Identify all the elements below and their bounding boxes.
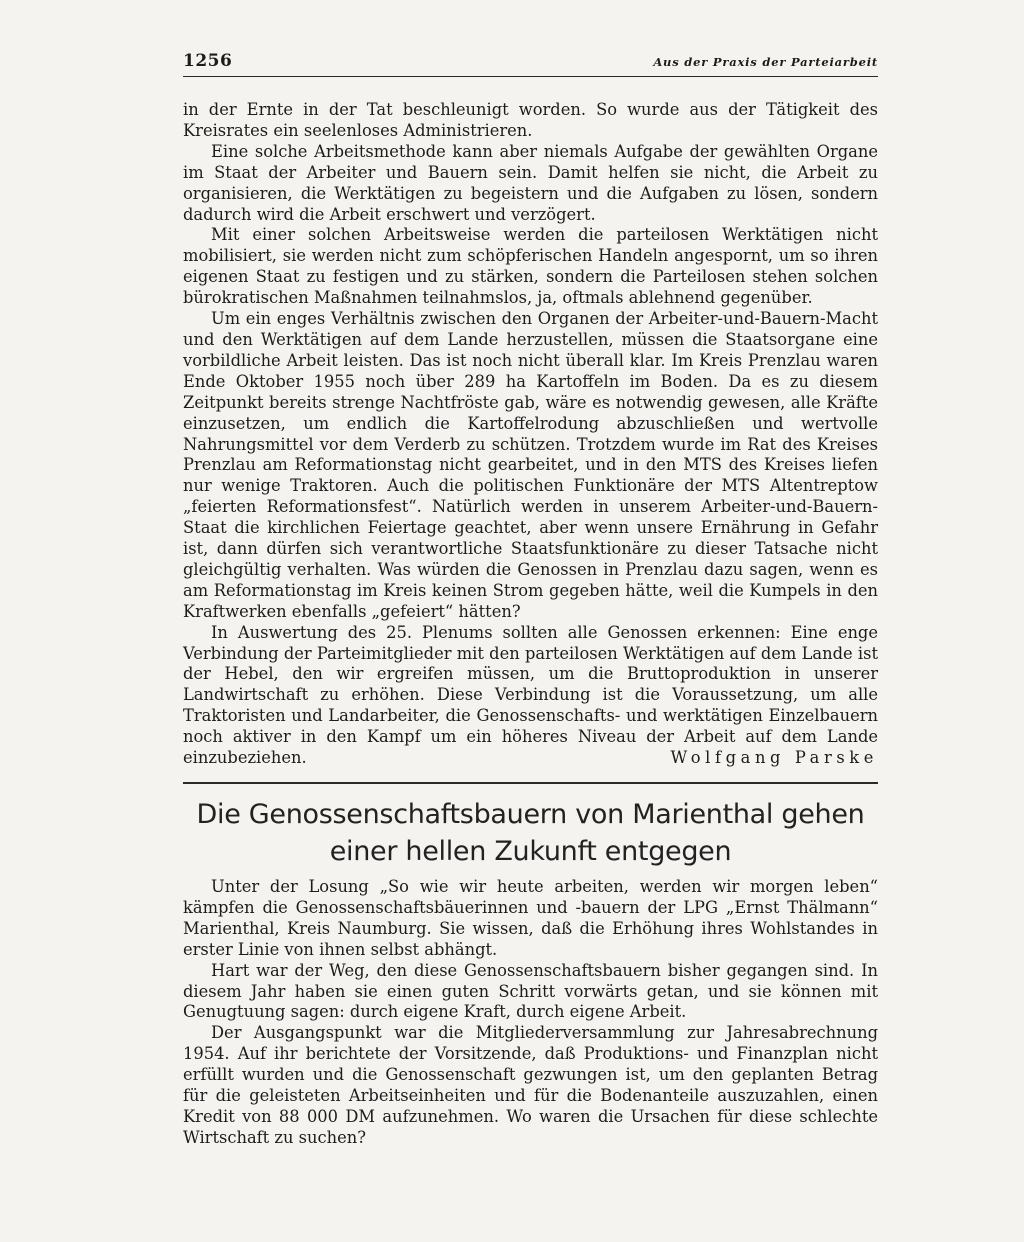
paragraph: Eine solche Arbeitsmethode kann aber niemals Aufgabe der gewählten Organe im Staat der Arbeiter und Bauern sein. Damit helfen sie nicht, die Arbeit zu organisieren, die Werktätigen zu begeistern und die Aufgaben zu lösen, sondern dadurch wird die Arbeit erschwert und verzögert. xyxy=(183,141,878,224)
paragraph: Unter der Losung „So wie wir heute arbeiten, werden wir morgen leben“ kämpfen die Genossenschaftsbäuerinnen und -bauern der LPG „Ernst Thälmann“ Marienthal, Kreis Naumburg. Sie wissen, daß die Erhöhung ihres Wohlstandes in erster Linie von ihnen selbst abhängt. xyxy=(183,877,878,959)
paragraph-with-signature xyxy=(183,623,878,769)
paragraph-text: In Auswertung des 25. Plenums sollten alle Genossen erkennen: Eine enge Verbindung der Parteimitglieder mit den parteilosen Werktätigen auf dem Lande ist der Hebel, den wir ergreifen müssen, um die Bruttoproduktion in unserer Landwirtschaft zu erhöhen. Diese Verbindung ist die Voraussetzung, um alle Traktoristen und Landarbeiter, die Genossenschafts- und werktätigen Einzelbauern noch aktiver in den Kampf um ein höheres Niveau der Arbeit auf dem Lande einzubeziehen. xyxy=(183,622,878,768)
page-number: 1256 xyxy=(183,51,233,71)
article-2-body xyxy=(183,877,878,1149)
article-title xyxy=(183,796,878,870)
header-rule xyxy=(183,76,878,77)
author-signature: Wolfgang Parske xyxy=(670,748,878,768)
running-head: Aus der Praxis der Parteiarbeit xyxy=(653,55,878,69)
article-title-line-2: einer hellen Zukunft entgegen xyxy=(329,836,732,867)
article-divider xyxy=(183,782,878,784)
paragraph: Mit einer solchen Arbeitsweise werden die parteilosen Werktätigen nicht mobilisiert, sie werden nicht zum schöpferischen Handeln angespornt, um so ihren eigenen Staat zu festigen und zu stärken, sondern die Parteilosen stehen solchen bürokratischen Maßnahmen teilnahmslos, ja, oftmals ablehnend gegenüber. xyxy=(183,225,878,308)
paragraph: Um ein enges Verhältnis zwischen den Organen der Arbeiter-und-Bauern-Macht und den Werktätigen auf dem Lande herzustellen, müssen die Staatsorgane eine vorbildliche Arbeit leisten. Das ist noch nicht überall klar. Im Kreis Prenzlau waren Ende Oktober 1955 noch über 289 ha Kartoffeln im Boden. Da es zu diesem Zeitpunkt bereits strenge Nachtfröste gab, wäre es notwendig gewesen, alle Kräfte einzusetzen, um endlich die Kartoffelrodung abzuschließen und wertvolle Nahrungsmittel vor dem Verderb zu schützen. Trotzdem wurde im Rat des Kreises Prenzlau am Reformationstag nicht gearbeitet, und in den MTS des Kreises liefen nur wenige Traktoren. Auch die politischen Funktionäre der MTS Altentreptow „feierten Reformationsfest“. Natürlich werden in unserem Arbeiter-und-Bauern-Staat die kirchlichen Feiertage geachtet, aber wenn unsere Ernährung in Gefahr ist, dann dürfen sich verantwortliche Staatsfunktionäre zu dieser Tatsache nicht gleichgültig verhalten. Was würden die Genossen in Prenzlau dazu sagen, wenn es am Reformationstag im Kreis keinen Strom gegeben hätte, weil die Kumpels in den Kraftwerken ebenfalls „gefeiert“ hätten? xyxy=(183,309,878,621)
paragraph: in der Ernte in der Tat beschleunigt worden. So wurde aus der Tätigkeit des Kreisrates ein seelenloses Administrieren. xyxy=(183,100,878,140)
article-1-body xyxy=(183,100,878,769)
paragraph: Der Ausgangspunkt war die Mitgliederversammlung zur Jahresabrechnung 1954. Auf ihr berichtete der Vorsitzende, daß Produktions- und Finanzplan nicht erfüllt wurden und die Genossenschaft gezwungen ist, um den geplanten Betrag für die geleisteten Arbeitseinheiten und für die Bodenanteile auszuzahlen, einen Kredit von 88 000 DM aufzunehmen. Wo waren die Ursachen für diese schlechte Wirtschaft zu suchen? xyxy=(183,1023,878,1147)
paragraph: Hart war der Weg, den diese Genossenschaftsbauern bisher gegangen sind. In diesem Jahr haben sie einen guten Schritt vorwärts getan, und sie können mit Genugtuung sagen: durch eigene Kraft, durch eigene Arbeit. xyxy=(183,960,878,1022)
article-title-line-1: Die Genossenschaftsbauern von Marienthal gehen xyxy=(196,799,865,830)
